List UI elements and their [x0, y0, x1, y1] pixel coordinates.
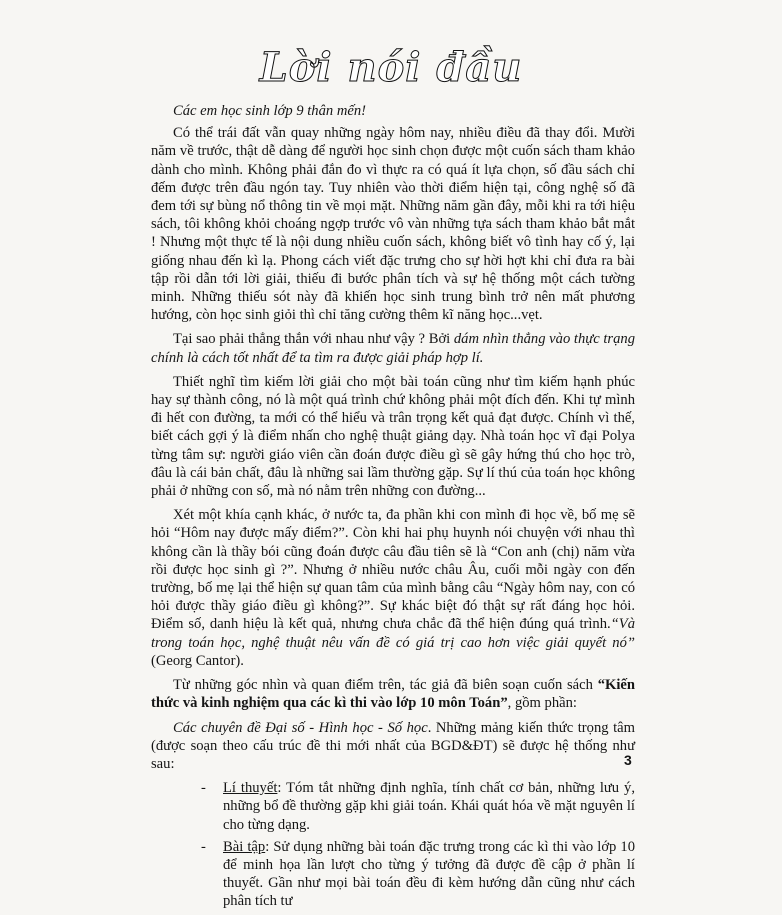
content-list — [151, 779, 635, 910]
greeting: Các em học sinh lớp 9 thân mến! — [173, 103, 367, 119]
paragraph-5: Từ những góc nhìn và quan điểm trên, tác giả đã biên soạn cuốn sách “Kiến thức và kinh nghiệm qua các kì thi vào lớp 10 môn Toán”, gồm phần: — [151, 677, 635, 712]
preface-body — [151, 102, 635, 915]
list-item: - Bài tập: Sử dụng những bài toán đặc trưng trong các kì thi vào lớp 10 để minh họa lần lượt cho từng ý tưởng đã được đề cập ở phần lí thuyết. Gần như mọi bài toán đều đi kèm hướng dẫn cũng như cách phân tích tư — [201, 838, 636, 910]
section-name: Các chuyên đề Đại số - Hình học - Số học — [173, 719, 428, 736]
emphasis: dám nhìn thẳng vào thực trạng chính là cách tốt nhất để ta tìm ra được giải pháp hợp lí. — [151, 331, 635, 366]
list-dash: - — [201, 780, 206, 797]
list-term: Bài tập — [223, 838, 266, 855]
book-title: “Kiến thức và kinh nghiệm qua các kì thi vào lớp 10 môn Toán” — [151, 677, 635, 712]
page-number: 3 — [624, 752, 632, 768]
paragraph-3: Thiết nghĩ tìm kiếm lời giải cho một bài toán cũng như tìm kiếm hạnh phúc hay sự thành công, nó là một quá trình chứ không phải một đích đến. Khi tự mình đi hết con đường, ta mới có thể hiểu và trân trọng kết quả đạt được. Chính vì thế, biết cách gợi ý là điểm nhấn cho nghệ thuật giảng dạy. Nhà toán học vĩ đại Polya từng tâm sự: người giáo viên cần đoán được điều gì sẽ gây hứng thú cho học trò, đâu là cái bản chất, đâu là những sai lầm thường gặp. Sự lí thú của toán học không phải ở những con số, mà nó nằm trên những con đường... — [151, 373, 635, 500]
page-title: Lời nói đầu — [259, 44, 523, 91]
list-dash: - — [201, 838, 206, 855]
paragraph-2: Tại sao phải thẳng thắn với nhau như vậy ? Bởi dám nhìn thẳng vào thực trạng chính là cách tốt nhất để ta tìm ra được giải pháp hợp lí. — [151, 331, 635, 366]
quote: “Và trong toán học, nghệ thuật nêu vấn đề có giá trị cao hơn việc giải quyết nó” — [151, 616, 635, 651]
list-term: Lí thuyết — [223, 780, 278, 797]
list-item: - Lí thuyết: Tóm tắt những định nghĩa, tính chất cơ bản, những lưu ý, những bổ đề thường gặp khi giải toán. Khái quát hóa về mặt nguyên lí cho từng dạng. — [201, 780, 635, 833]
paragraph-1: Có thể trái đất vẫn quay những ngày hôm nay, nhiều điều đã thay đổi. Mười năm về trước, thật dễ dàng để người học sinh chọn được một cuốn sách tham khảo dành cho mình. Không phải đắn đo vì thực ra có quá ít lựa chọn, số đầu sách chỉ đếm được trên đầu ngón tay. Tuy nhiên vào thời điểm hiện tại, công nghệ số đã đem tới sự bùng nổ thông tin về mọi mặt. Những năm gần đây, mỗi khi ra tới hiệu sách, tôi không khỏi choáng ngợp trước vô vàn những tựa sách tham khảo bắt mắt ! Nhưng một thực tế là nội dung nhiều cuốn sách, không biết vô tình hay cố ý, lại giống nhau đến kì lạ. Phong cách viết đặc trưng cho sự hời hợt khi chỉ đưa ra bài tập rồi dẫn tới lời giải, thiếu đi bước phân tích và sự hệ thống một cách tường minh. Những thiếu sót này đã khiến học sinh trung bình trở nên mất phương hướng, còn học sinh giỏi thì chỉ tăng cường thêm kĩ năng học...vẹt. — [151, 125, 635, 324]
paragraph-6: Các chuyên đề Đại số - Hình học - Số học. Những mảng kiến thức trọng tâm (được soạn theo cấu trúc đề thi mới nhất của BGD&ĐT) sẽ được hệ thống như sau: — [151, 719, 635, 772]
paragraph-4: Xét một khía cạnh khác, ở nước ta, đa phần khi con mình đi học về, bố mẹ sẽ hỏi “Hôm nay được mấy điểm?”. Còn khi hai phụ huynh nói chuyện với nhau thì không cần là thầy bói cũng đoán được câu đầu tiên sẽ là “Con anh (chị) năm vừa rồi được học sinh gì ?”. Nhưng ở nhiều nước châu Âu, cuối mỗi ngày con đến trường, bố mẹ lại thể hiện sự quan tâm của mình bằng câu “Ngày hôm nay, con có hỏi được thầy giáo điều gì không?”. Sự khác biệt đó thật sự rất đáng học hỏi. Điểm số, danh hiệu là kết quả, nhưng chưa chắc đã thể hiện đúng quá trình.“Và trong toán học, nghệ thuật nêu vấn đề có giá trị cao hơn việc giải quyết nó” (Georg Cantor). — [151, 507, 635, 669]
